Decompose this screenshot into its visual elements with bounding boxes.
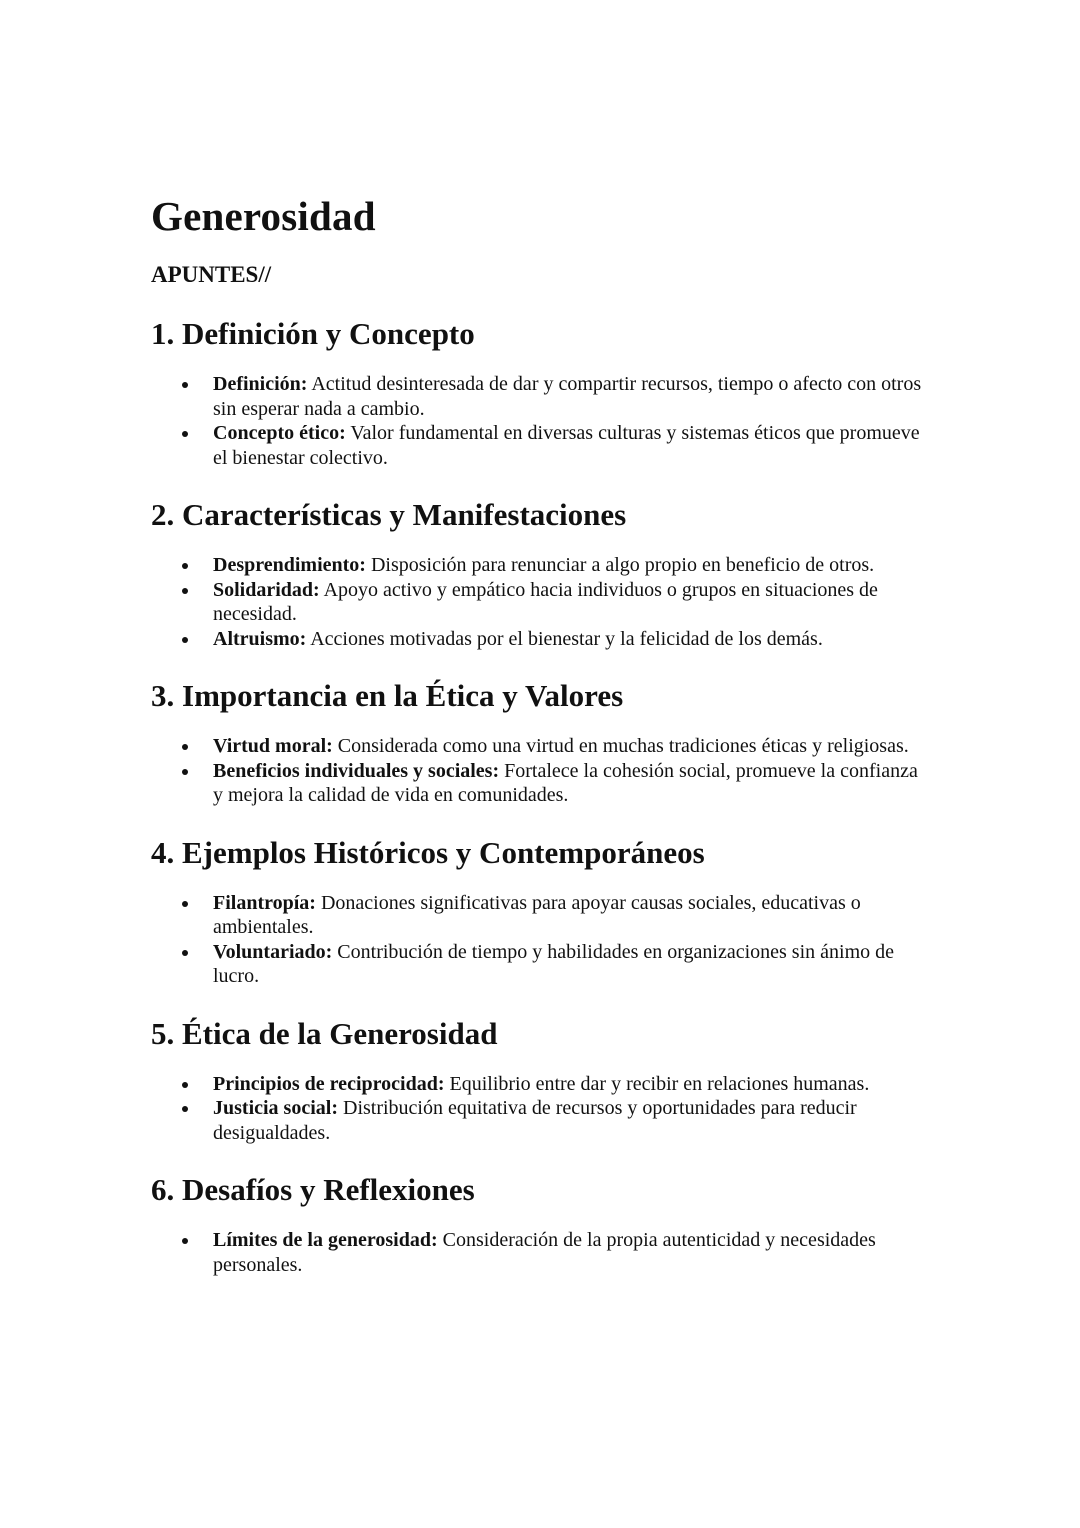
item-text: Consideración de la propia autenticidad y necesidades personales. (213, 1229, 876, 1276)
item-term: Principios de reciprocidad: (213, 1072, 445, 1095)
item-text: Contribución de tiempo y habilidades en organizaciones sin ánimo de lucro. (213, 940, 895, 987)
item-term: Solidaridad: (213, 578, 320, 601)
section-heading: 2. Características y Manifestaciones (151, 497, 627, 532)
item-text: Distribución equitativa de recursos y oportunidades para reducir desigualdades. (213, 1097, 857, 1144)
document-page (151, 190, 931, 1277)
bullet-list (151, 1072, 931, 1146)
list-item (151, 553, 931, 578)
list-item (151, 372, 931, 421)
bullet-list (151, 553, 931, 651)
bullet-icon (182, 950, 188, 956)
item-term: Desprendimiento: (213, 554, 366, 576)
list-item (151, 734, 931, 759)
item-term: Justicia social: (213, 1097, 338, 1119)
bullet-icon (182, 1082, 188, 1088)
section-desafios (151, 1170, 931, 1277)
section-importancia (151, 676, 931, 808)
bullet-icon (182, 637, 188, 643)
section-heading: 4. Ejemplos Históricos y Contemporáneos (151, 834, 705, 870)
item-text: Donaciones significativas para apoyar causas sociales, educativas o ambientales. (213, 891, 861, 938)
bullet-icon (182, 1238, 188, 1244)
list-item (151, 578, 931, 627)
list-item (151, 759, 931, 808)
item-term: Voluntariado: (213, 940, 333, 963)
bullet-list (151, 1228, 931, 1277)
item-text: Fortalece la cohesión social, promueve la confianza y mejora la calidad de vida en comunidades. (213, 759, 918, 806)
item-text: Actitud desinteresada de dar y compartir recursos, tiempo o afecto con otros sin esperar nada a cambio. (213, 373, 922, 420)
item-text: Valor fundamental en diversas culturas y sistemas éticos que promueve el bienestar colectivo. (213, 422, 920, 469)
bullet-icon (182, 744, 188, 750)
bullet-icon (182, 563, 188, 569)
bullet-icon (182, 769, 188, 775)
bullet-icon (182, 382, 188, 388)
item-text: Acciones motivadas por el bienestar y la felicidad de los demás. (310, 627, 823, 650)
list-item (151, 1228, 931, 1277)
item-term: Concepto ético: (213, 422, 346, 444)
list-item (151, 891, 931, 940)
document-title: Generosidad (151, 193, 376, 239)
item-term: Límites de la generosidad: (213, 1229, 438, 1251)
list-item (151, 940, 931, 989)
section-heading: 1. Definición y Concepto (151, 316, 475, 351)
item-text: Considerada como una virtud en muchas tradiciones éticas y religiosas. (337, 735, 909, 757)
bullet-list (151, 734, 931, 808)
section-ejemplos (151, 833, 931, 989)
item-text: Equilibrio entre dar y recibir en relaciones humanas. (449, 1072, 870, 1095)
item-term: Altruismo: (213, 627, 307, 650)
section-heading: 6. Desafíos y Reflexiones (151, 1172, 475, 1207)
bullet-icon (182, 1106, 188, 1112)
list-item (151, 421, 931, 470)
item-term: Virtud moral: (213, 735, 333, 757)
item-text: Disposición para renunciar a algo propio en beneficio de otros. (370, 554, 875, 576)
list-item (151, 1096, 931, 1145)
bullet-icon (182, 431, 188, 437)
list-item (151, 627, 931, 652)
section-caracteristicas (151, 495, 931, 651)
list-item (151, 1072, 931, 1097)
item-term: Definición: (213, 373, 308, 395)
bullet-icon (182, 901, 188, 907)
bullet-list (151, 372, 931, 470)
item-text: Apoyo activo y empático hacia individuos o grupos en situaciones de necesidad. (213, 578, 878, 625)
document-subtitle: APUNTES// (151, 262, 272, 287)
bullet-list (151, 891, 931, 989)
section-definicion (151, 314, 931, 470)
section-heading: 3. Importancia en la Ética y Valores (151, 678, 624, 713)
section-heading: 5. Ética de la Generosidad (151, 1015, 498, 1051)
item-term: Beneficios individuales y sociales: (213, 759, 500, 782)
bullet-icon (182, 588, 188, 594)
item-term: Filantropía: (213, 891, 316, 914)
section-etica (151, 1014, 931, 1146)
